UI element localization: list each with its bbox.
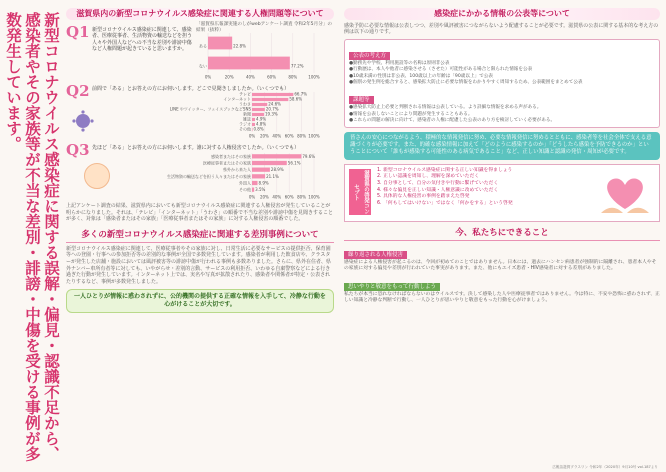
tick-label: 0% [204,74,212,80]
bar [252,154,301,158]
category-label: 新聞 [243,111,251,117]
survey-summary: 上記アンケート調査の結果、滋賀県内においても新型コロナウイルス感染症に関連する人権侵害が発生していることが明らかになりました。それは、「テレビ」「インターネット」「うわさ」の順番で不当な差別や誹謗中傷を見聞きすることが多く、対象は「感染者またはその家族」「医療従事者またはその家族」に対する人権侵害の順番でした。 [66,203,333,223]
data-label: 21.1% [266,173,279,179]
category-label: うわさ [239,101,251,107]
category-label: 外国人 [239,180,251,186]
data-label: 58.6% [289,96,303,102]
tick-label: 100% [308,194,320,200]
bar [252,161,287,165]
tick-label: 60% [284,194,294,200]
tick-label: 100% [308,133,320,139]
q1-mark: Q1 [66,23,90,41]
tick-label: 40% [245,74,255,80]
right-section2-header: 今、私たちにできること [344,227,660,241]
data-label: 79.6% [302,153,316,159]
disclosure-intro: 感染予防に必要な情報は公表しつつ、差別や風評被害につながらないよう配慮することが必要です。滋賀県の公表に関する基本的な考え方の例は以下の通りです。 [344,23,659,36]
category-label: その他 [239,126,251,132]
bar [252,118,255,121]
bar [208,57,290,70]
data-label: 0.8% [253,126,264,132]
bar [252,93,293,96]
concept-list [377,168,587,208]
info-dissemination-box: 皆さんの安心につながるよう、積極的な情報発信に努め、必要な情報発信に努めるとともに、感染者等を社会全体で支える意識づくりが必要です。また、的確な感染情報に加えて「どのように感染するのか」「どうしたら感染を予防できるのか」ということについて「誰もが感染する可能性のある病気であること」など、正しい知識と認識の発信・周知が必要です。 [344,132,660,160]
tick-label: 0% [248,133,256,139]
data-label: 24.6% [268,101,281,107]
policy-item-4: ●個別の発生例を総合すると、感染拡大防止に必要な情報をわかりやすく周知するため、公表範囲をまとめて公表 [349,80,583,86]
category-label: LINE やツイッター、フェイスブックなどSNS [169,106,251,112]
footer-credit: 広報誌滋賀プラスワン 令和2年（2020年）9月10号 vol.187より [552,465,658,469]
q3-bar-chart [167,153,334,200]
right-column [344,8,660,464]
data-label: 4.9% [256,116,267,122]
bar [208,37,232,50]
category-label: 生活物資の輸送などを担う人々またはその家族 [167,173,251,179]
tick-label: 40% [272,133,282,139]
category-label: その他 [239,187,251,193]
bar [252,174,265,178]
category-label: ない [199,63,207,69]
concept-item: 1. 新型コロナウイルス感染症に関する正しい知識を得ましょう [377,167,513,173]
left-section2-text: 新型コロナウイルス感染症に関連して、医療従事者やその家族に対し、日常生活に必要なサービスの提供拒否、保育園等への登園・行事への参加拒否等の差別的な事例が全国で多数発生しています。感染者が利用した飲食店や、クラスターが発生した店舗・施設においては風評被害等の誹謗中傷が行われる事例も多数ありました。さらに、県外在住者、県外ナンバー車所有者等に対しても、いやがらせ・差別的言動、サービスの利用拒否、いわゆる自粛警察などによる行き過ぎた行動が発生しています。インターネット上では、実名や写真が拡散されたり、感染者や関係者が特定・公表されたりするなど、事例が多数発生しました。 [66,245,332,285]
category-label: 雑誌 [243,116,251,122]
q1-bar-chart [196,33,334,79]
left-header: 滋賀県内の新型コロナウイルス感染症に関連する人権問題等について [66,8,334,20]
worried-person-illustration [84,163,110,189]
q1-text: 新型コロナウイルス感染症に関連して、感染者、医療従事者、生活物資の輸送などを担う人々や外国人などへの不当な差別や誹謗中傷など人権問題が起きていると思いますか。 [92,27,193,53]
data-label: 20.7% [265,106,279,112]
issues-label: 課題等 [349,96,374,104]
q3-chart [167,153,334,200]
concept-item: 4. 様々な偏見を正しい知識・人権意識に改めていただく [377,187,499,193]
data-label: 56.1% [287,160,301,166]
q3-text: 先ほど「ある」とお答えの方にお伺いします。誰に対する人権侵害でしたか。（いくつでも） [92,145,300,151]
tick-label: 20% [259,194,269,200]
bar [252,168,270,172]
q3-block [66,141,334,199]
q1-body [92,27,194,53]
recurring-violations-label: 繰り返される人権侵害 [344,251,407,259]
category-label: ラジオ [239,121,251,127]
data-label: 28.9% [270,167,284,173]
q1-block [66,23,334,79]
tick-label: 20% [224,74,234,80]
data-label: 4.8% [255,121,267,127]
right-header: 感染症にかかる情報の公表等について [344,8,660,20]
q2-text: 前問で「ある」とお答えの方にお伺いします。どこで見聞きしましたか。（いくつでも） [92,86,290,92]
advice-box: 一人ひとりが情報に惑わされずに、公的機関の提供する正確な情報を入手して、冷静な行動を心がけることが大切です。 [66,289,334,313]
q2-bar-chart [169,91,334,139]
q3-mark: Q3 [66,141,90,159]
issue-item-3: ●これらの問題の解決に向けて、感染者の人権に配慮した公表のあり方を検討していく必要がある。 [349,118,556,124]
policy-item-1: ●勤務先や学校、利用施設等の名称は原則非公表 [349,60,450,66]
q2-block [66,82,334,138]
concept-item: 6. 「何もしてはいけない」ではなく「何かをする」という啓発 [377,200,513,206]
bar [252,108,265,111]
recurring-violations-text: 感染症による人権侵害が起こるのは、今回が初めてのことではありません。日本には、過去にハンセン病患者が強制的に隔離され、患者本人やその家族に対する偏見や差別が行われていた事実があります。また、他にもエイズ患者・HIV感染者に対する差別がありました。 [344,259,657,272]
hands-heart-illustration [595,169,655,217]
data-label: 8.9% [258,180,269,186]
data-label: 19.3% [264,111,278,117]
category-label: 医療従事者またはその家族 [203,160,251,166]
concept-box [344,164,660,222]
survey-source: 「滋賀県広報課実施のしがwebアンケート調査 令和2年5月分」の結果（抜粋） [196,22,332,34]
policy-item-2: ●行動歴は、本人や他者に感染させる（させた）可能性がある場合と限られた情報を公表 [349,67,533,73]
tick-label: 100% [308,74,320,80]
category-label: ある [199,43,207,49]
category-label: 県外から来た人 [223,167,251,173]
tick-label: 40% [272,194,282,200]
category-label: 感染者またはその家族 [211,153,251,159]
concept-item: 5. 具体的な人権侵害の事例を踏まえた啓発 [377,194,470,200]
data-label: 66.7% [294,91,308,97]
data-label: 77.2% [290,63,304,69]
policy-item-3: ●10歳未満の性別は非公表、100歳以上の年齢は「90歳以上」で公表 [349,73,493,79]
tick-label: 20% [259,133,269,139]
tick-label: 60% [267,74,277,80]
q3-body [92,145,332,151]
virus-illustration [72,110,94,132]
category-label: テレビ [239,91,251,97]
vertical-title: 新型コロナウイルス感染症に関する誤解・偏見・認識不足から、感染者やその家族等が不当な差別・誹謗・中傷を受ける事例が多数発生しています。 [4,12,60,462]
concept-item: 2. 正しい認識を周知し、理解を深めていただく [377,174,480,180]
compassion-text: 私たちが本当に恐れなければならないのはウイルスです。決して感染した人や医療従事者ではありません。今は特に、不安や恐怖に惑わされず、正しい知識と冷静な判断で行動し、一人ひとりが思いやりと敬意をもった行動を心がけましょう。 [344,291,660,304]
category-label: インターネット [223,96,251,102]
tick-label: 0% [248,194,256,200]
compassion-label: 思いやりと敬意をもって行動しよう [344,283,440,291]
q1-chart [196,23,334,79]
disclosure-box [344,39,660,128]
data-label: 3.5% [255,187,266,193]
disclosure-policy-label: 公表の考え方 [349,52,390,60]
tick-label: 80% [297,133,307,139]
bar [252,188,254,192]
tick-label: 80% [297,194,307,200]
concept-label: 滋賀県の啓発コンセプト [349,169,371,215]
concept-item: 3. 自分事として、自分の気付きや行動に繋げていただく [377,181,499,187]
issue-item-2: ●情報を公表しないことにより問題が発生することもある。 [349,111,473,117]
q2-mark: Q2 [66,82,90,100]
tick-label: 80% [288,74,298,80]
q2-chart [169,91,334,139]
left-section2-header: 多くの新型コロナウイルス感染症に関連する差別事例について [66,229,334,243]
issue-item-1: ●感染拡大防止上必要と判断される情報は公表している。より詳細な情報を求める声がある。 [349,105,542,111]
bar [252,181,258,185]
tick-label: 60% [284,133,294,139]
left-column [66,8,334,464]
data-label: 22.8% [233,43,246,49]
